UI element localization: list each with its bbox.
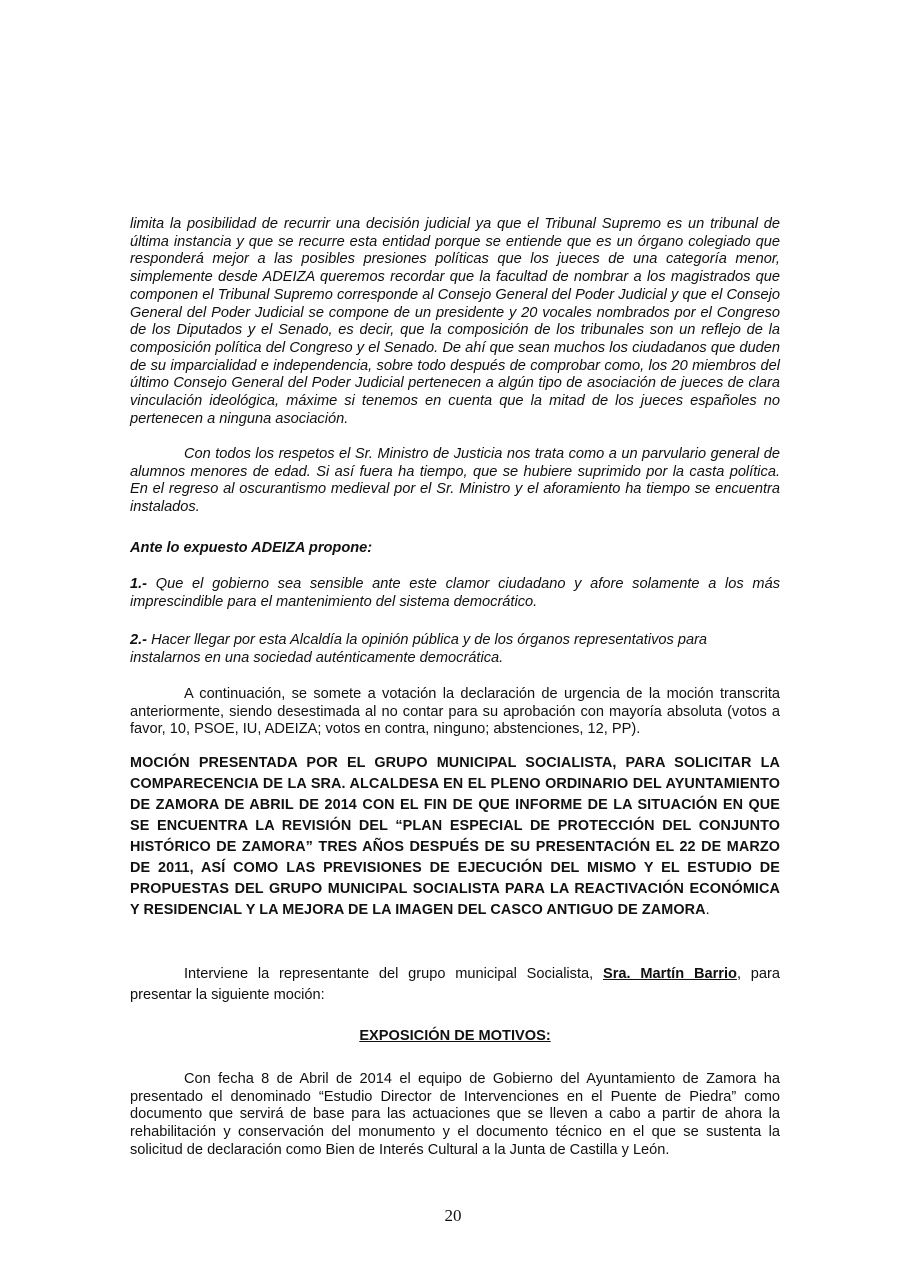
proposal-heading: Ante lo expuesto ADEIZA propone: (130, 540, 373, 556)
item-number: 2.- (130, 632, 148, 648)
speaker-name: Sra. Martín Barrio (603, 966, 737, 982)
paragraph-minister: Con todos los respetos el Sr. Ministro de Justicia nos trata como a un parvulario general de alumnos menores de edad. Si así fuera ha tiempo, que se hubiere suprimido por la casta política. En el regreso al oscurantismo medieval por el Sr. Ministro y el aforamiento ha tiempo se encuentra instalados. (130, 446, 780, 516)
motion-title-period: . (705, 902, 710, 918)
proposal-item-2 (130, 632, 740, 667)
intervention-text: Interviene la representante del grupo municipal Socialista, (184, 966, 603, 982)
exposition-paragraph: Con fecha 8 de Abril de 2014 el equipo de Gobierno del Ayuntamiento de Zamora ha presentado el denominado “Estudio Director de Intervenciones en el Puente de Piedra” como documento que servirá de base para las actuaciones que se lleven a cabo a partir de ahora la rehabilitación y conservación del monumento y el documento técnico en el que se sustenta la solicitud de declaración como Bien de Interés Cultural a la Junta de Castilla y León. (130, 1071, 780, 1158)
intervention-text-end: , para presentar la siguiente moción: (130, 966, 780, 1003)
proposal-item-1 (130, 576, 780, 611)
motion-title-text: MOCIÓN PRESENTADA POR EL GRUPO MUNICIPAL SOCIALISTA, PARA SOLICITAR LA COMPARECENCIA DE LA SRA. ALCALDESA EN EL PLENO ORDINARIO DEL AYUNTAMIENTO DE ZAMORA DE ABRIL DE 2014 CON EL FIN DE QUE INFORME DE LA SITUACIÓN EN QUE SE ENCUENTRA LA REVISIÓN DEL “PLAN ESPECIAL DE PROTECCIÓN DEL CONJUNTO HISTÓRICO DE ZAMORA” TRES AÑOS DESPUÉS DE SU PRESENTACIÓN EL 22 DE MARZO DE 2011, ASÍ COMO LAS PREVISIONES DE EJECUCIÓN DEL MISMO Y EL ESTUDIO DE PROPUESTAS DEL GRUPO MUNICIPAL SOCIALISTA PARA LA REACTIVACIÓN ECONÓMICA Y RESIDENCIAL Y LA MEJORA DE LA IMAGEN DEL CASCO ANTIGUO DE ZAMORA (130, 755, 780, 918)
intervention-paragraph (130, 964, 780, 1006)
exposition-heading: EXPOSICIÓN DE MOTIVOS: (359, 1028, 551, 1044)
item-number: 1.- (130, 576, 148, 592)
vote-result-paragraph: A continuación, se somete a votación la declaración de urgencia de la moción transcrita anteriormente, siendo desestimada al no contar para su aprobación con mayoría absoluta (votos a favor, 10, PSOE, IU, ADEIZA; votos en contra, ninguno; abstenciones, 12, PP). (130, 686, 780, 738)
motion-title (130, 753, 780, 921)
item-text: Que el gobierno sea sensible ante este clamor ciudadano y afore solamente a los más imprescindible para el mantenimiento del sistema democrático. (130, 576, 780, 610)
item-text: Hacer llegar por esta Alcaldía la opinión pública y de los órganos representativos para instalarnos en una sociedad auténticamente democrática. (130, 632, 708, 666)
paragraph-judicial: limita la posibilidad de recurrir una decisión judicial ya que el Tribunal Supremo es un tribunal de última instancia y que se recurre esta entidad porque se entiende que es un órgano colegiado que responderá mejor a las posibles presiones políticas que los jueces de una categoría menor, simplemente desde ADEIZA queremos recordar que la facultad de nombrar a los magistrados que componen el Tribunal Supremo corresponde al Consejo General del Poder Judicial y que el Consejo General del Poder Judicial se compone de un presidente y 20 vocales nombrados por el Congreso de los Diputados y el Senado, es decir, que la composición de los tribunales son un reflejo de la composición política del Congreso y el Senado. De ahí que sean muchos los ciudadanos que duden de su imparcialidad e independencia, sobre todo después de comprobar como, los 20 miembros del último Consejo General del Poder Judicial pertenecen a algún tipo de asociación de jueces de clara vinculación ideológica, máxime si tenemos en cuenta que la mitad de los jueces españoles no pertenecen a ninguna asociación. (130, 216, 780, 427)
page-number: 20 (444, 1206, 462, 1225)
